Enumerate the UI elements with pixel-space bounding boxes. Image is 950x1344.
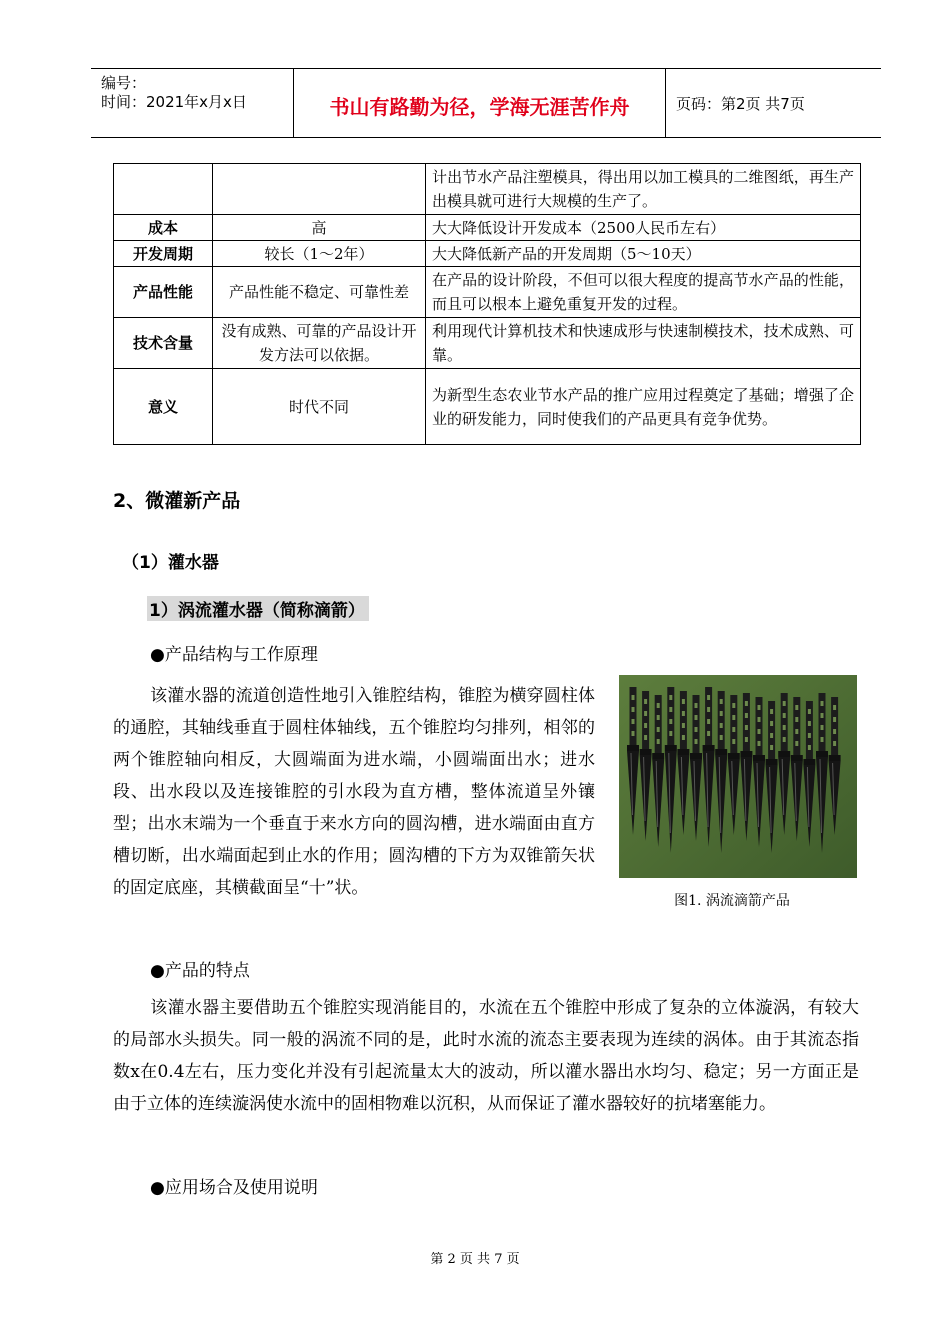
table-cell-key: 产品性能 xyxy=(114,267,213,318)
table-row xyxy=(114,215,861,241)
table-cell-key xyxy=(114,164,213,215)
table-cell-new: 为新型生态农业节水产品的推广应用过程奠定了基础；增强了企业的研发能力，同时使我们的产品更具有竞争优势。 xyxy=(426,369,861,445)
comparison-table xyxy=(113,163,861,445)
sub-subsection-heading: 1）涡流灌水器（简称滴箭） xyxy=(147,596,369,621)
table-cell-traditional: 较长（1～2年） xyxy=(213,241,426,267)
dripper-illustration xyxy=(619,675,857,878)
table-row xyxy=(114,267,861,318)
paragraph-features xyxy=(113,992,859,1120)
paragraph-structure-text: 该灌水器的流道创造性地引入锥腔结构，锥腔为横穿圆柱体的通腔，其轴线垂直于圆柱体轴线，五个锥腔均匀排列，相邻的两个锥腔轴向相反，大圆端面为进水端，小圆端面出水；进水段、出水段以及连接锥腔的引水段为直方槽，整体流道呈外镶型；出水末端为一个垂直于来水方向的圆沟槽，进水端面由直方槽切断，出水端面起到止水的作用；圆沟槽的下方为双锥箭矢状的固定底座，其横截面呈“十”状。 xyxy=(113,686,595,898)
header-time: 时间：2021年x月x日 xyxy=(101,93,247,111)
page-header xyxy=(91,68,881,138)
table-cell-traditional: 高 xyxy=(213,215,426,241)
table-cell-new: 在产品的设计阶段，不但可以很大程度的提高节水产品的性能，而且可以根本上避免重复开发的过程。 xyxy=(426,267,861,318)
header-meta-cell xyxy=(91,69,294,137)
header-motto: 书山有路勤为径，学海无涯苦作舟 xyxy=(329,95,630,119)
table-cell-new: 大大降低新产品的开发周期（5～10天） xyxy=(426,241,861,267)
table-cell-traditional xyxy=(213,164,426,215)
figure-caption: 图1. 涡流滴箭产品 xyxy=(674,893,790,909)
paragraph-features-text: 该灌水器主要借助五个锥腔实现消能目的，水流在五个锥腔中形成了复杂的立体漩涡，有较大的局部水头损失。同一般的涡流不同的是，此时水流的流态主要表现为连续的涡体。由于其流态指数x在0.4左右，压力变化并没有引起流量太大的波动，所以灌水器出水均匀、稳定；另一方面正是由于立体的连续漩涡使水流中的固相物难以沉积，从而保证了灌水器较好的抗堵塞能力。 xyxy=(113,998,859,1114)
table-row xyxy=(114,241,861,267)
header-id-label: 编号： xyxy=(101,74,147,92)
subsection-heading: （1）灌水器 xyxy=(122,553,219,573)
table-cell-traditional: 时代不同 xyxy=(213,369,426,445)
table-cell-traditional: 没有成熟、可靠的产品设计开发方法可以依据。 xyxy=(213,318,426,369)
table-cell-key: 成本 xyxy=(114,215,213,241)
table-cell-key: 意义 xyxy=(114,369,213,445)
bullet-application: ●应用场合及使用说明 xyxy=(150,1178,318,1198)
table-cell-new: 利用现代计算机技术和快速成形与快速制模技术，技术成熟、可靠。 xyxy=(426,318,861,369)
table-cell-new: 计出节水产品注塑模具，得出用以加工模具的二维图纸，再生产出模具就可进行大规模的生产了。 xyxy=(426,164,861,215)
table-cell-traditional: 产品性能不稳定、可靠性差 xyxy=(213,267,426,318)
section-heading: 2、微灌新产品 xyxy=(113,490,241,512)
header-page-cell xyxy=(666,69,881,137)
header-page-number: 页码：第2页 共7页 xyxy=(676,95,805,113)
table-row xyxy=(114,369,861,445)
paragraph-structure xyxy=(113,680,595,904)
table-cell-key: 开发周期 xyxy=(114,241,213,267)
table-cell-new: 大大降低设计开发成本（2500人民币左右） xyxy=(426,215,861,241)
bullet-structure: ●产品结构与工作原理 xyxy=(150,645,318,665)
bullet-features: ●产品的特点 xyxy=(150,961,250,981)
table-cell-key: 技术含量 xyxy=(114,318,213,369)
header-motto-cell xyxy=(294,69,666,137)
table-row xyxy=(114,164,861,215)
table-row xyxy=(114,318,861,369)
page-footer: 第 2 页 共 7 页 xyxy=(430,1252,520,1267)
dripper-product-photo xyxy=(619,675,857,878)
